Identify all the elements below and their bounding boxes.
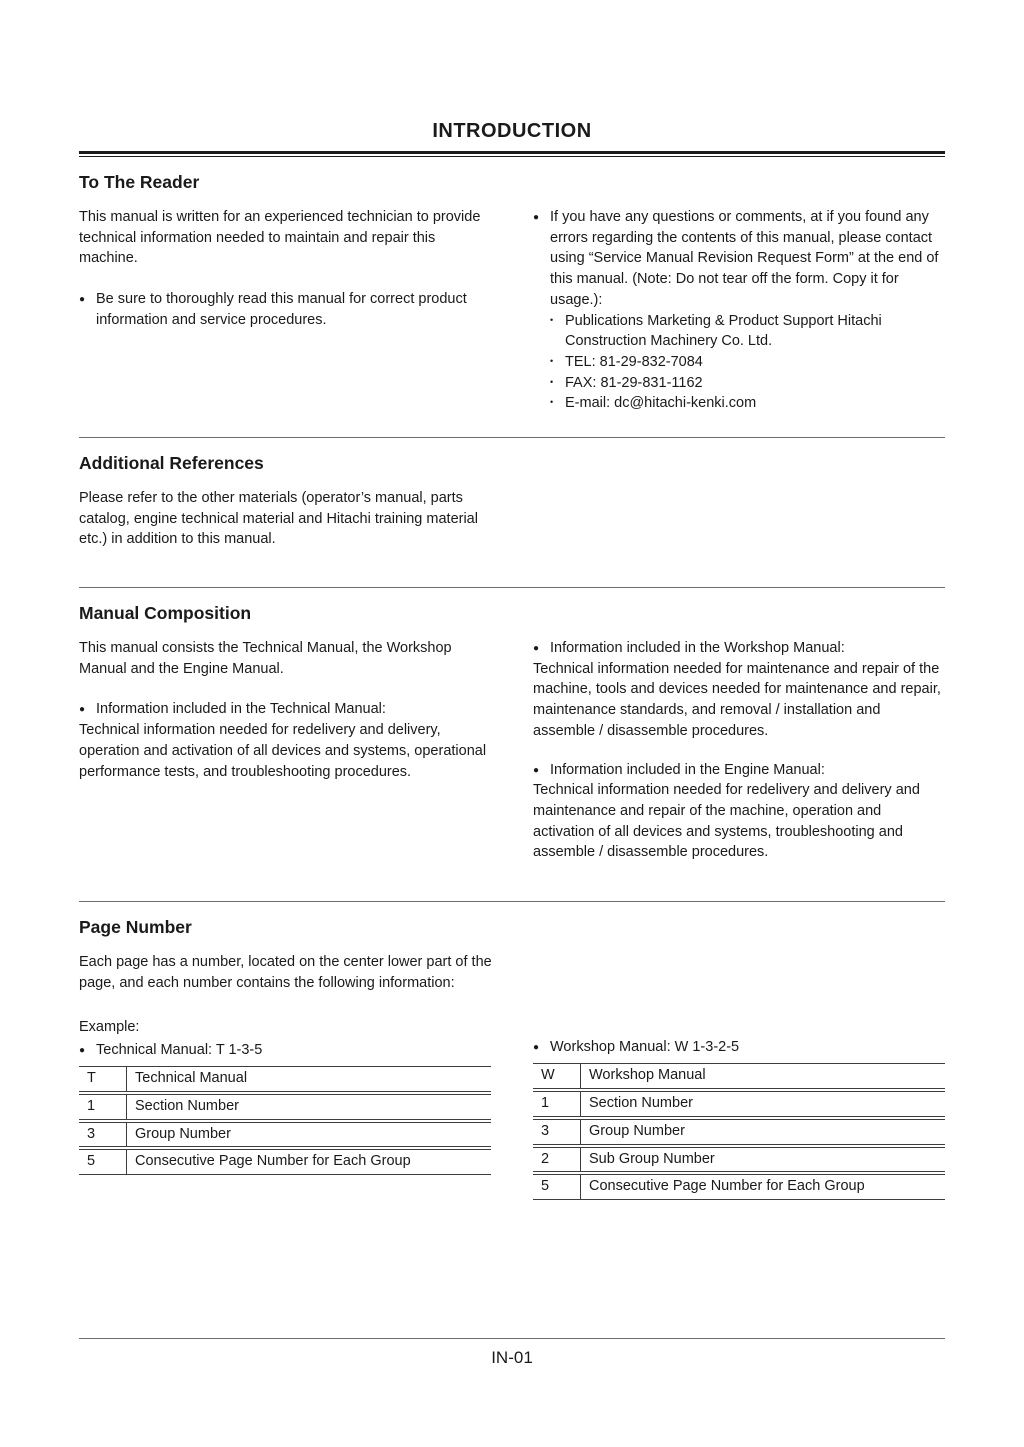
paragraph: Each page has a number, located on the center lower part of the page, and each number contains the following information: (79, 953, 492, 991)
table-row (533, 1091, 945, 1117)
label-cell: Consecutive Page Number for Each Group (127, 1149, 491, 1175)
bullet-text: If you have any questions or comments, at if you found any errors regarding the contents of this manual, please contact using “Service Manual Revision Request Form” at the end of this manual. (Note: Do not tear off the form. Copy it for usage.): (550, 208, 939, 308)
label-cell: Workshop Manual (581, 1063, 945, 1089)
left-column (79, 1017, 491, 1177)
code-cell: W (533, 1063, 581, 1089)
sub-bullet-item (550, 352, 945, 373)
right-column (533, 207, 945, 414)
sub-bullet-item (550, 373, 945, 394)
bullet-text: Information included in the Workshop Manual: (550, 639, 845, 656)
table-row (79, 1066, 491, 1092)
section-heading-manual-composition: Manual Composition (79, 603, 252, 623)
sub-bullet-icon: • (550, 356, 554, 367)
paragraph: This manual consists the Technical Manual, the Workshop Manual and the Engine Manual. (79, 639, 452, 677)
section-to-the-reader (79, 157, 945, 438)
sub-bullet-text: FAX: 81-29-831-1162 (565, 374, 703, 391)
table-row (533, 1119, 945, 1145)
bullet-item (79, 289, 491, 330)
two-column-layout (79, 1017, 945, 1202)
paragraph: Technical information needed for redelivery and delivery and maintenance and repair of the machine, operation and activation of all devices and systems, troubleshooting and assemble / disassemble procedures. (533, 782, 920, 861)
bullet-item (79, 1040, 491, 1061)
code-cell: 3 (533, 1119, 581, 1145)
bullet-icon: ● (533, 211, 540, 223)
footer-page-id: IN-01 (491, 1348, 533, 1367)
section-heading-page-number: Page Number (79, 917, 192, 937)
bullet-text: Technical Manual: T 1-3-5 (96, 1042, 263, 1059)
code-cell: T (79, 1066, 127, 1092)
left-column (79, 638, 491, 800)
bullet-text: Information included in the Engine Manual: (550, 761, 825, 778)
label-cell: Group Number (127, 1122, 491, 1148)
table-row (533, 1147, 945, 1173)
section-heading-additional-references: Additional References (79, 453, 264, 473)
label-cell: Section Number (127, 1094, 491, 1120)
bullet-text: Workshop Manual: W 1-3-2-5 (550, 1039, 740, 1056)
bullet-item (79, 699, 491, 720)
label-cell: Sub Group Number (581, 1147, 945, 1173)
label-cell: Group Number (581, 1119, 945, 1145)
bullet-text: Be sure to thoroughly read this manual for correct product information and service procedures. (96, 291, 467, 328)
sub-bullet-icon: • (550, 314, 554, 325)
right-column (533, 1017, 945, 1202)
table-row (533, 1063, 945, 1089)
bullet-item (533, 760, 945, 781)
workshop-page-number-table (533, 1061, 945, 1202)
paragraph: Technical information needed for redelivery and delivery, operation and activation of all devices and systems, operational performance tests, and troubleshooting procedures. (79, 722, 487, 780)
code-cell: 2 (533, 1147, 581, 1173)
left-column (79, 207, 491, 349)
code-cell: 5 (79, 1149, 127, 1175)
label-cell: Section Number (581, 1091, 945, 1117)
right-column (533, 638, 945, 881)
code-cell: 1 (533, 1091, 581, 1117)
section-heading-to-the-reader: To The Reader (79, 172, 200, 192)
bullet-icon: ● (533, 1042, 540, 1054)
manual-item-engine (533, 760, 945, 864)
bullet-icon: ● (79, 294, 86, 306)
table-row (533, 1174, 945, 1200)
two-column-layout (79, 638, 945, 881)
sub-bullet-icon: • (550, 376, 554, 387)
manual-item-technical (79, 699, 491, 782)
section-manual-composition (79, 588, 945, 902)
label-cell: Consecutive Page Number for Each Group (581, 1174, 945, 1200)
label-cell: Technical Manual (127, 1066, 491, 1092)
bullet-icon: ● (79, 1045, 86, 1057)
sub-bullet-text: TEL: 81-29-832-7084 (565, 354, 703, 371)
bullet-icon: ● (79, 704, 86, 716)
sub-bullet-text: Publications Marketing & Product Support Hitachi Construction Machinery Co. Ltd. (565, 312, 882, 350)
code-cell: 5 (533, 1174, 581, 1200)
sub-bullet-text: E-mail: dc@hitachi-kenki.com (565, 395, 757, 412)
section-additional-references (79, 438, 945, 588)
paragraph: Technical information needed for maintenance and repair of the machine, tools and devices needed for maintenance and repair, maintenance standards, and removal / installation and assemble / disassemble procedures. (533, 660, 941, 739)
bullet-icon: ● (533, 642, 540, 654)
page-footer (79, 1338, 945, 1370)
code-cell: 1 (79, 1094, 127, 1120)
page-title: INTRODUCTION (432, 120, 592, 142)
bullet-item (533, 207, 945, 311)
section-page-number (79, 902, 945, 1202)
sub-bullet-item (550, 393, 945, 414)
example-label: Example: (79, 1019, 140, 1036)
bullet-item (533, 1037, 945, 1058)
bullet-text: Information included in the Technical Manual: (96, 701, 386, 718)
table-row (79, 1122, 491, 1148)
technical-page-number-table (79, 1064, 491, 1177)
table-row (79, 1094, 491, 1120)
manual-item-workshop (533, 638, 945, 742)
sub-bullet-icon: • (550, 397, 554, 408)
paragraph: This manual is written for an experienced technician to provide technical information needed to maintain and repair this machine. (79, 208, 481, 267)
paragraph: Please refer to the other materials (operator’s manual, parts catalog, engine technical material and Hitachi training material etc.) in addition to this manual. (79, 489, 478, 548)
bullet-item (533, 638, 945, 659)
sub-bullet-item (550, 311, 945, 352)
bullet-icon: ● (533, 764, 540, 776)
two-column-layout (79, 207, 945, 414)
code-cell: 3 (79, 1122, 127, 1148)
table-row (79, 1149, 491, 1175)
